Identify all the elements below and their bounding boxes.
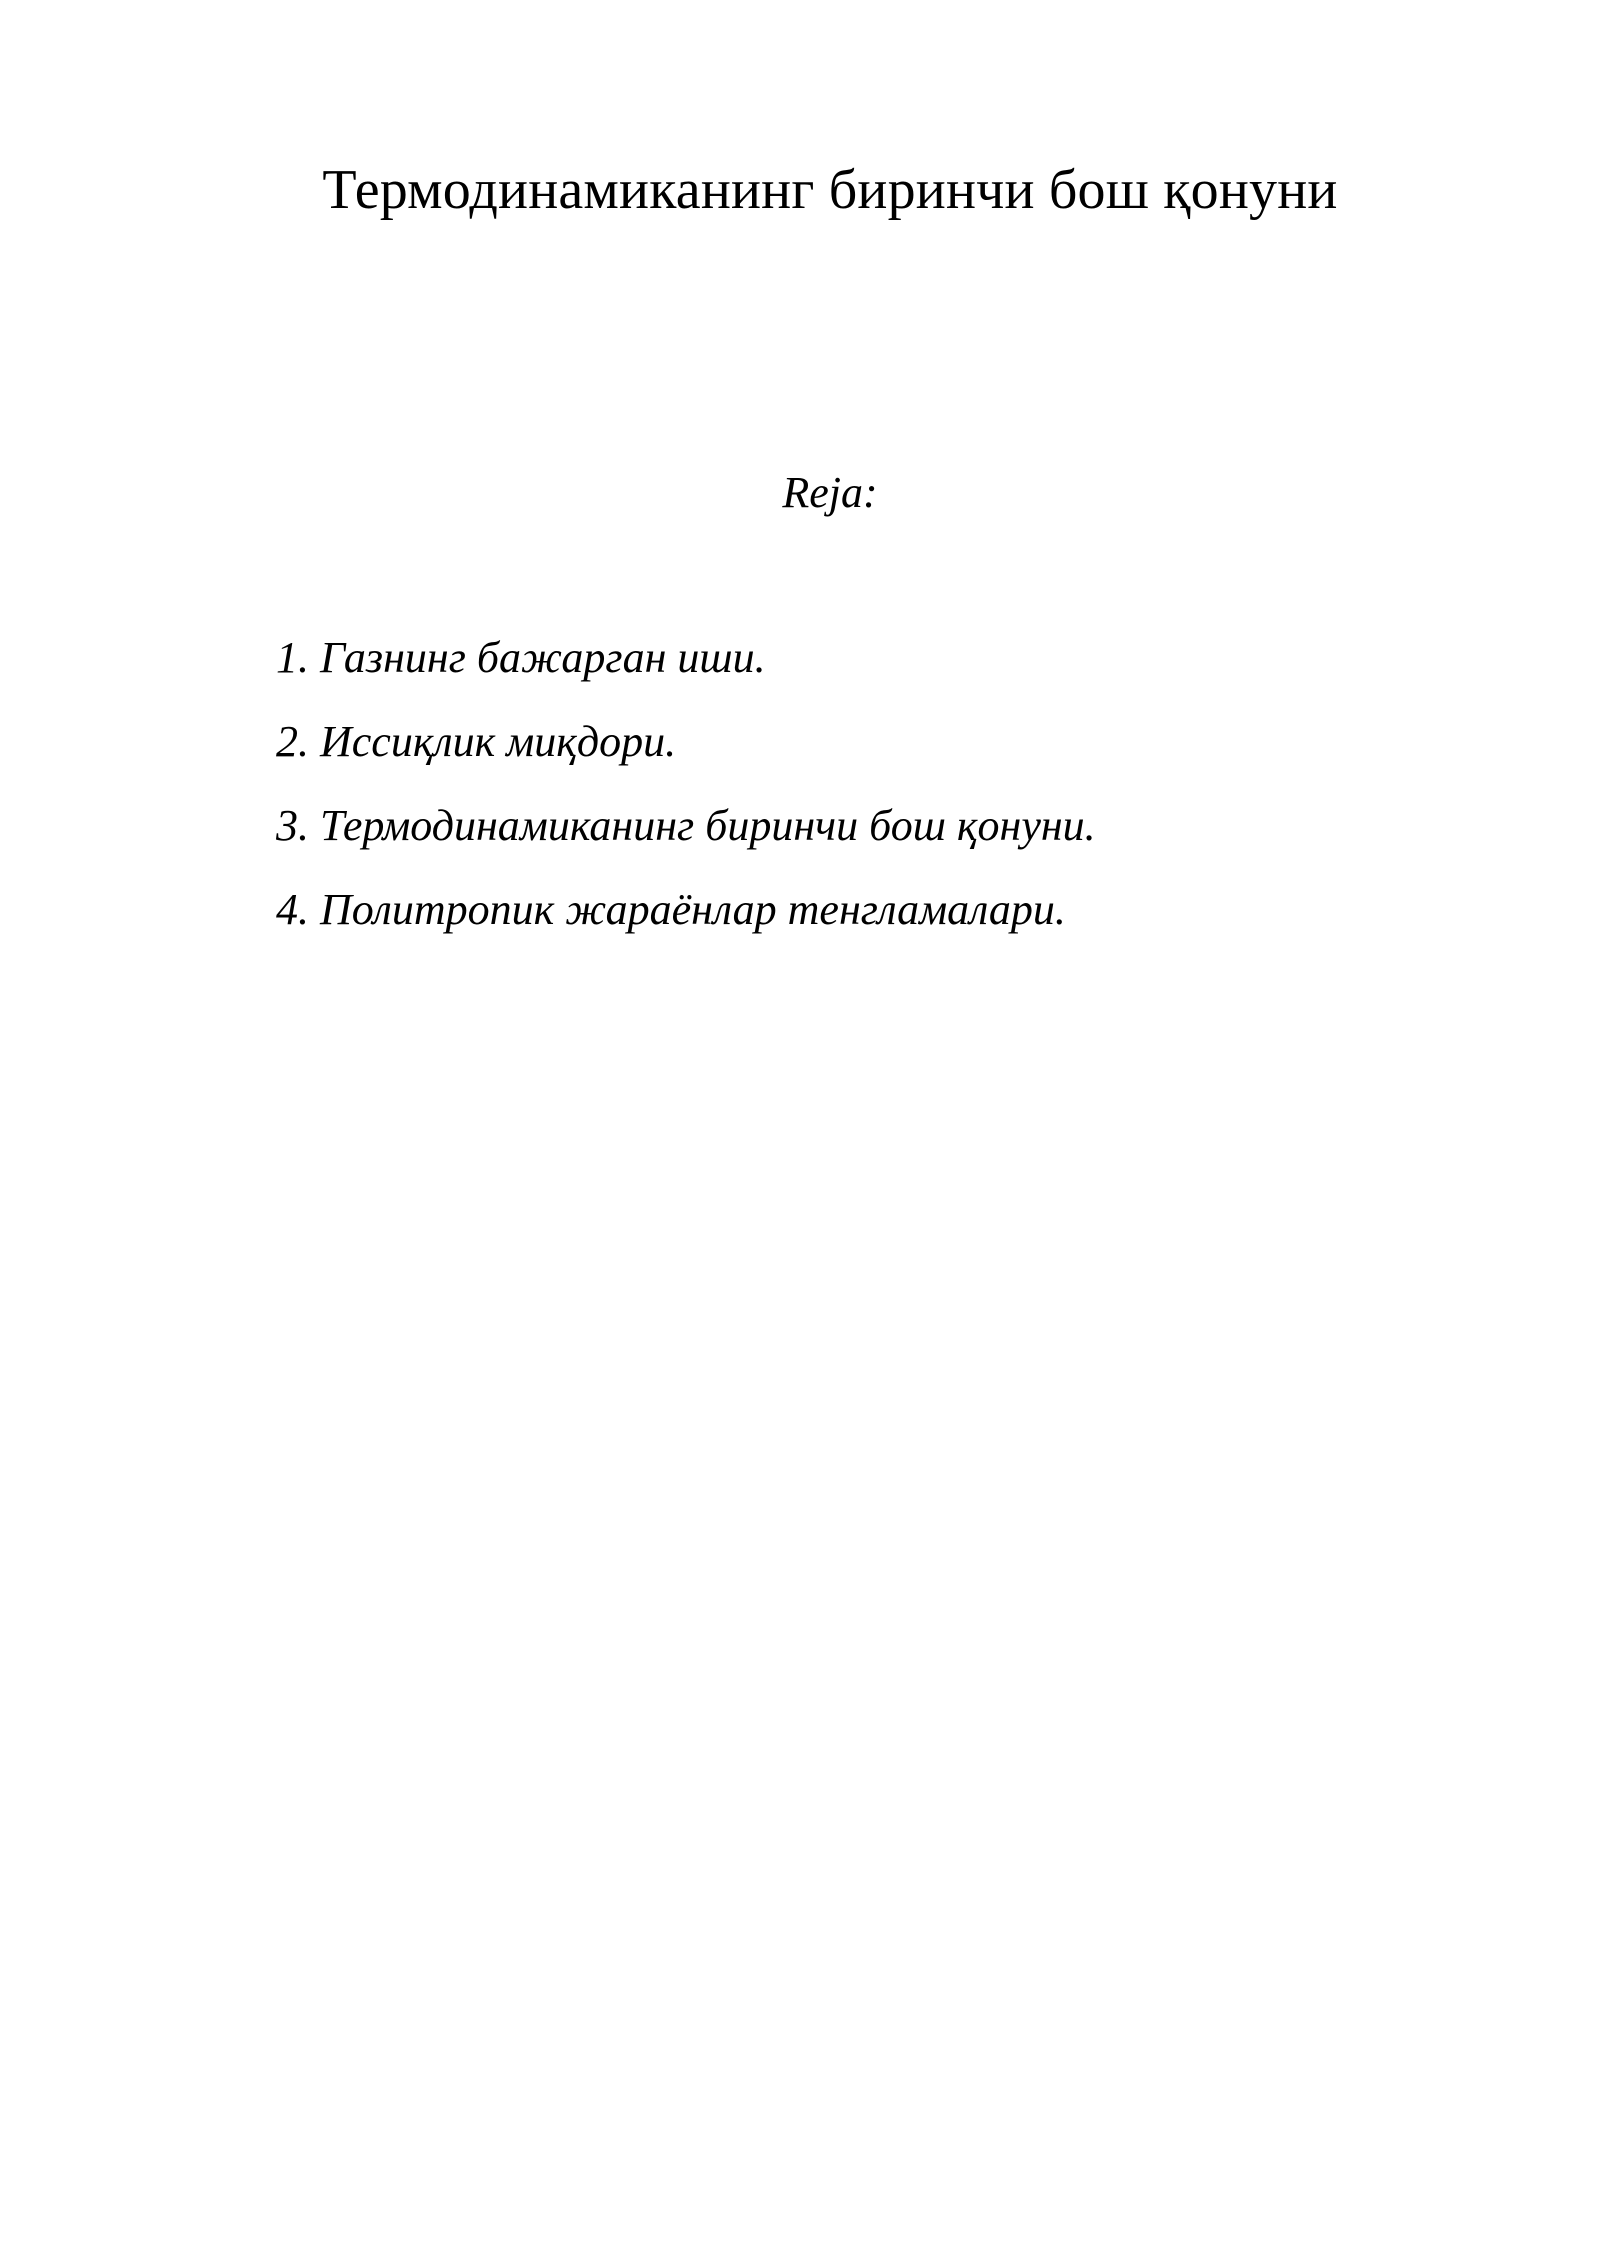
page-title: Термодинамиканинг биринчи бош қонуни: [322, 159, 1338, 221]
plan-heading: Reja:: [782, 468, 878, 517]
plan-item-2: 2. Иссиқлик миқдори.: [276, 717, 677, 766]
plan-item-4: 4. Политропик жараёнлар тенгламалари.: [276, 885, 1066, 934]
plan-item-1: 1. Газнинг бажарган иши.: [276, 633, 766, 682]
plan-item-3: 3. Термодинамиканинг биринчи бош қонуни.: [276, 801, 1096, 850]
plan-list: [276, 630, 1096, 966]
